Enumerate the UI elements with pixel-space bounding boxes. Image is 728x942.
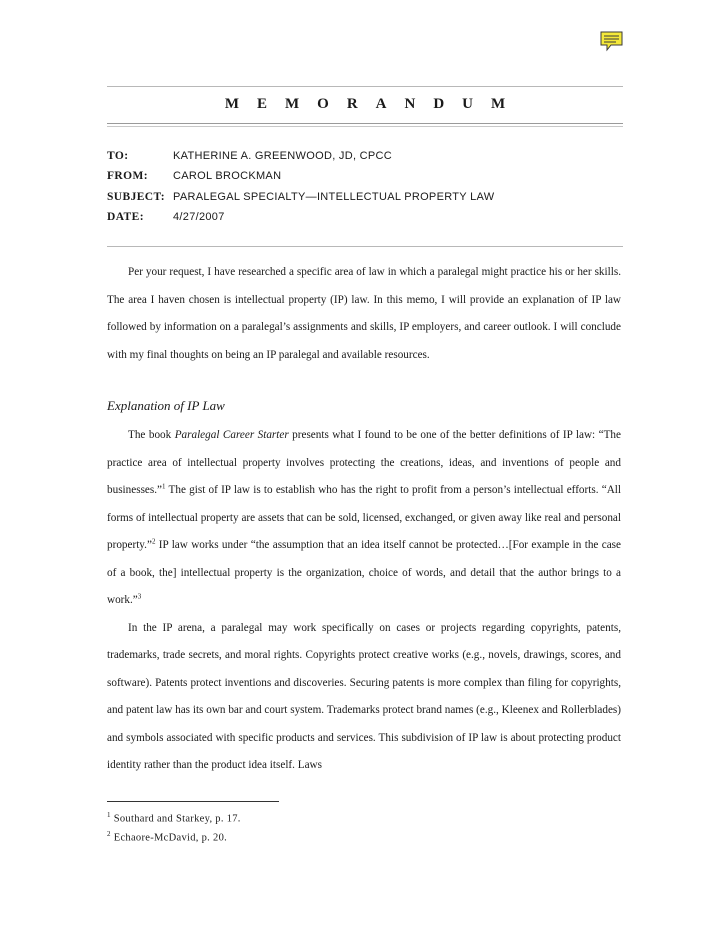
footnotes — [107, 808, 241, 845]
ip-arena-paragraph: In the IP arena, a paralegal may work specifically on cases or projects regarding copyrights, patents, trademarks, trade secrets, and moral rights. Copyrights protect creative works (e.g., novels, drawings, scores, and software). Patents protect inventions and discoveries. Securing patents is more complex than filing for copyrights, and patent law has its own bar and court system. Trademarks protect brand names (e.g., Kleenex and Rollerblades) and symbols associated with specific products and services. This subdivision of IP law is about protecting product identity rather than the product idea itself. Laws — [107, 621, 621, 771]
from-value: CAROL BROCKMAN — [173, 170, 282, 182]
from-label: FROM: — [107, 170, 148, 182]
header-divider — [107, 123, 623, 127]
para2-part2: presents what I found to be one of the better definitions of IP law: “The practice area of intellectual property involves protecting the creations, ideas, and inventions of people and businesses.” — [107, 429, 621, 496]
date-label: DATE: — [107, 211, 144, 223]
footnote-separator — [107, 801, 279, 802]
header-top-rule — [107, 86, 623, 87]
book-title: Paralegal Career Starter — [174, 429, 289, 441]
footnote-2-number: 2 — [107, 829, 111, 838]
footnote-1-text: Southard and Starkey, p. 17. — [110, 813, 241, 825]
footnote-ref-3[interactable]: 3 — [137, 592, 142, 601]
footnote-ref-1[interactable]: 1 — [162, 482, 166, 491]
memo-title: MEMORANDUM — [224, 96, 524, 112]
para2-part4: IP law works under “the assumption that an idea itself cannot be protected…[For example in the case of a book, the] intellectual property is the organization, choice of words, and detail that the author brings to a work.” — [107, 539, 621, 606]
to-label: TO: — [107, 150, 129, 162]
para2-part3: The gist of IP law is to establish who has the right to profit from a person’s intellectual efforts. “All forms of intellectual property are assets that can be sold, licensed, exchanged, or given away like real and personal property.” — [107, 484, 621, 551]
date-value: 4/27/2007 — [173, 211, 225, 223]
para2-part1: The book — [128, 429, 175, 441]
to-value: KATHERINE A. GREENWOOD, JD, CPCC — [173, 150, 393, 162]
intro-paragraph: Per your request, I have researched a specific area of law in which a paralegal might practice his or her skills. The area I haven chosen is intellectual property (IP) law. In this memo, I will provide an explanation of IP law followed by information on a paralegal’s assignments and skills, IP employers, and career outlook. I will conclude with my final thoughts on being an IP paralegal and available resources. — [107, 266, 621, 361]
footnote-1 — [107, 808, 241, 827]
subject-value: PARALEGAL SPECIALTY—INTELLECTUAL PROPERTY LAW — [173, 191, 495, 203]
footnote-1-number: 1 — [107, 811, 111, 819]
footnote-ref-2[interactable]: 2 — [151, 537, 156, 546]
date-row — [107, 211, 623, 229]
to-row — [107, 150, 623, 168]
section-heading: Explanation of IP Law — [107, 398, 225, 413]
comment-note-icon[interactable] — [599, 30, 624, 52]
from-row — [107, 170, 623, 188]
subject-row — [107, 191, 623, 209]
subject-label: SUBJECT: — [107, 191, 165, 203]
body-section — [107, 422, 621, 780]
intro-section — [107, 259, 621, 369]
definition-paragraph — [107, 422, 621, 615]
footnote-2-text: Echaore-McDavid, p. 20. — [110, 832, 228, 843]
header-bottom-rule — [107, 246, 623, 247]
footnote-2 — [107, 827, 241, 846]
